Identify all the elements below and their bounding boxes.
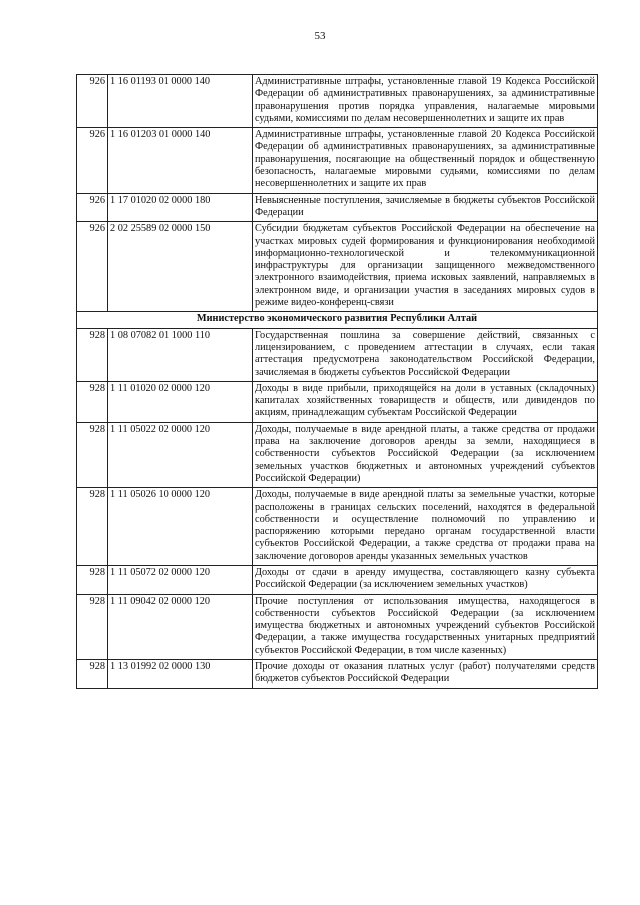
revenue-code-cell: 1 11 05022 02 0000 120 [108,422,253,487]
admin-code-cell: 928 [77,594,108,659]
revenue-code-cell: 1 11 01020 02 0000 120 [108,381,253,422]
revenue-code-cell: 1 11 05072 02 0000 120 [108,565,253,594]
page-number: 53 [314,30,326,42]
admin-code-cell: 928 [77,381,108,422]
revenue-code-cell: 1 11 05026 10 0000 120 [108,488,253,566]
revenue-name-cell: Невыясненные поступления, зачисляемые в бюджеты субъектов Российской Федерации [253,193,598,222]
admin-code-cell: 926 [77,75,108,128]
revenue-classification-table [76,74,598,689]
revenue-code-cell: 1 16 01193 01 0000 140 [108,75,253,128]
table-row [77,594,598,659]
revenue-code-cell: 1 08 07082 01 1000 110 [108,328,253,381]
revenue-name-cell: Доходы в виде прибыли, приходящейся на доли в уставных (складочных) капиталах хозяйственных товариществ и обществ, или дивидендов по акциям, принадлежащим субъектам Российской Федерации [253,381,598,422]
revenue-code-cell: 1 13 01992 02 0000 130 [108,660,253,689]
table-row [77,328,598,381]
revenue-name-cell: Субсидии бюджетам субъектов Российской Федерации на обеспечение на участках мировых судей формирования и функционирования необходимой информационно-технологической и телекоммуникационной инфраструктуры для организации защищенного межведомственного электронного взаимодействия, приема исковых заявлений, направляемых в электронном виде, и организации участия в заседаниях мировых судов в режиме видео-конференц-связи [253,222,598,312]
admin-code-cell: 926 [77,193,108,222]
revenue-name-cell: Административные штрафы, установленные главой 20 Кодекса Российской Федерации об административных правонарушениях, за административные правонарушения, посягающие на общественный порядок и общественную безопасность, налагаемые мировыми судьями, комиссиями по делам несовершеннолетних и защите их прав [253,128,598,193]
table-body [77,75,598,689]
revenue-code-cell: 1 17 01020 02 0000 180 [108,193,253,222]
admin-code-cell: 926 [77,222,108,312]
revenue-name-cell: Административные штрафы, установленные главой 19 Кодекса Российской Федерации об административных правонарушениях, за административные правонарушения против порядка управления, налагаемые мировыми судьями, комиссиями по делам несовершеннолетних и защите их прав [253,75,598,128]
table-row [77,660,598,689]
admin-code-cell: 928 [77,565,108,594]
section-title: Министерство экономического развития Республики Алтай [77,312,598,328]
admin-code-cell: 928 [77,328,108,381]
table-row [77,381,598,422]
table-row [77,422,598,487]
section-header-row [77,312,598,328]
admin-code-cell: 928 [77,660,108,689]
admin-code-cell: 928 [77,422,108,487]
revenue-name-cell: Доходы от сдачи в аренду имущества, составляющего казну субъекта Российской Федерации (за исключением земельных участков) [253,565,598,594]
revenue-name-cell: Прочие доходы от оказания платных услуг (работ) получателями средств бюджетов субъектов Российской Федерации [253,660,598,689]
table-row [77,75,598,128]
revenue-code-cell: 2 02 25589 02 0000 150 [108,222,253,312]
table-row [77,222,598,312]
revenue-code-cell: 1 11 09042 02 0000 120 [108,594,253,659]
admin-code-cell: 928 [77,488,108,566]
revenue-name-cell: Доходы, получаемые в виде арендной платы, а также средства от продажи права на заключение договоров аренды за земли, находящиеся в собственности субъектов Российской Федерации (за исключением земельных участков бюджетных и автономных учреждений субъектов Российской Федерации) [253,422,598,487]
revenue-name-cell: Доходы, получаемые в виде арендной платы за земельные участки, которые расположены в границах сельских поселений, находятся в федеральной собственности и осуществление полномочий по управлению и распоряжению которыми передано органам государственной власти субъектов Российской Федерации, а также средства от продажи права на заключение договоров аренды указанных земельных участков [253,488,598,566]
revenue-name-cell: Прочие поступления от использования имущества, находящегося в собственности субъектов Российской Федерации (за исключением имущества бюджетных и автономных учреждений субъектов Российской Федерации, а также имущества государственных унитарных предприятий субъектов Российской Федерации, в том числе казенных) [253,594,598,659]
table-row [77,488,598,566]
table-row [77,193,598,222]
admin-code-cell: 926 [77,128,108,193]
revenue-code-cell: 1 16 01203 01 0000 140 [108,128,253,193]
revenue-name-cell: Государственная пошлина за совершение действий, связанных с лицензированием, с проведением аттестации в случаях, если такая аттестация предусмотрена законодательством Российской Федерации, зачисляемая в бюджеты субъектов Российской Федерации [253,328,598,381]
table-row [77,565,598,594]
table-row [77,128,598,193]
